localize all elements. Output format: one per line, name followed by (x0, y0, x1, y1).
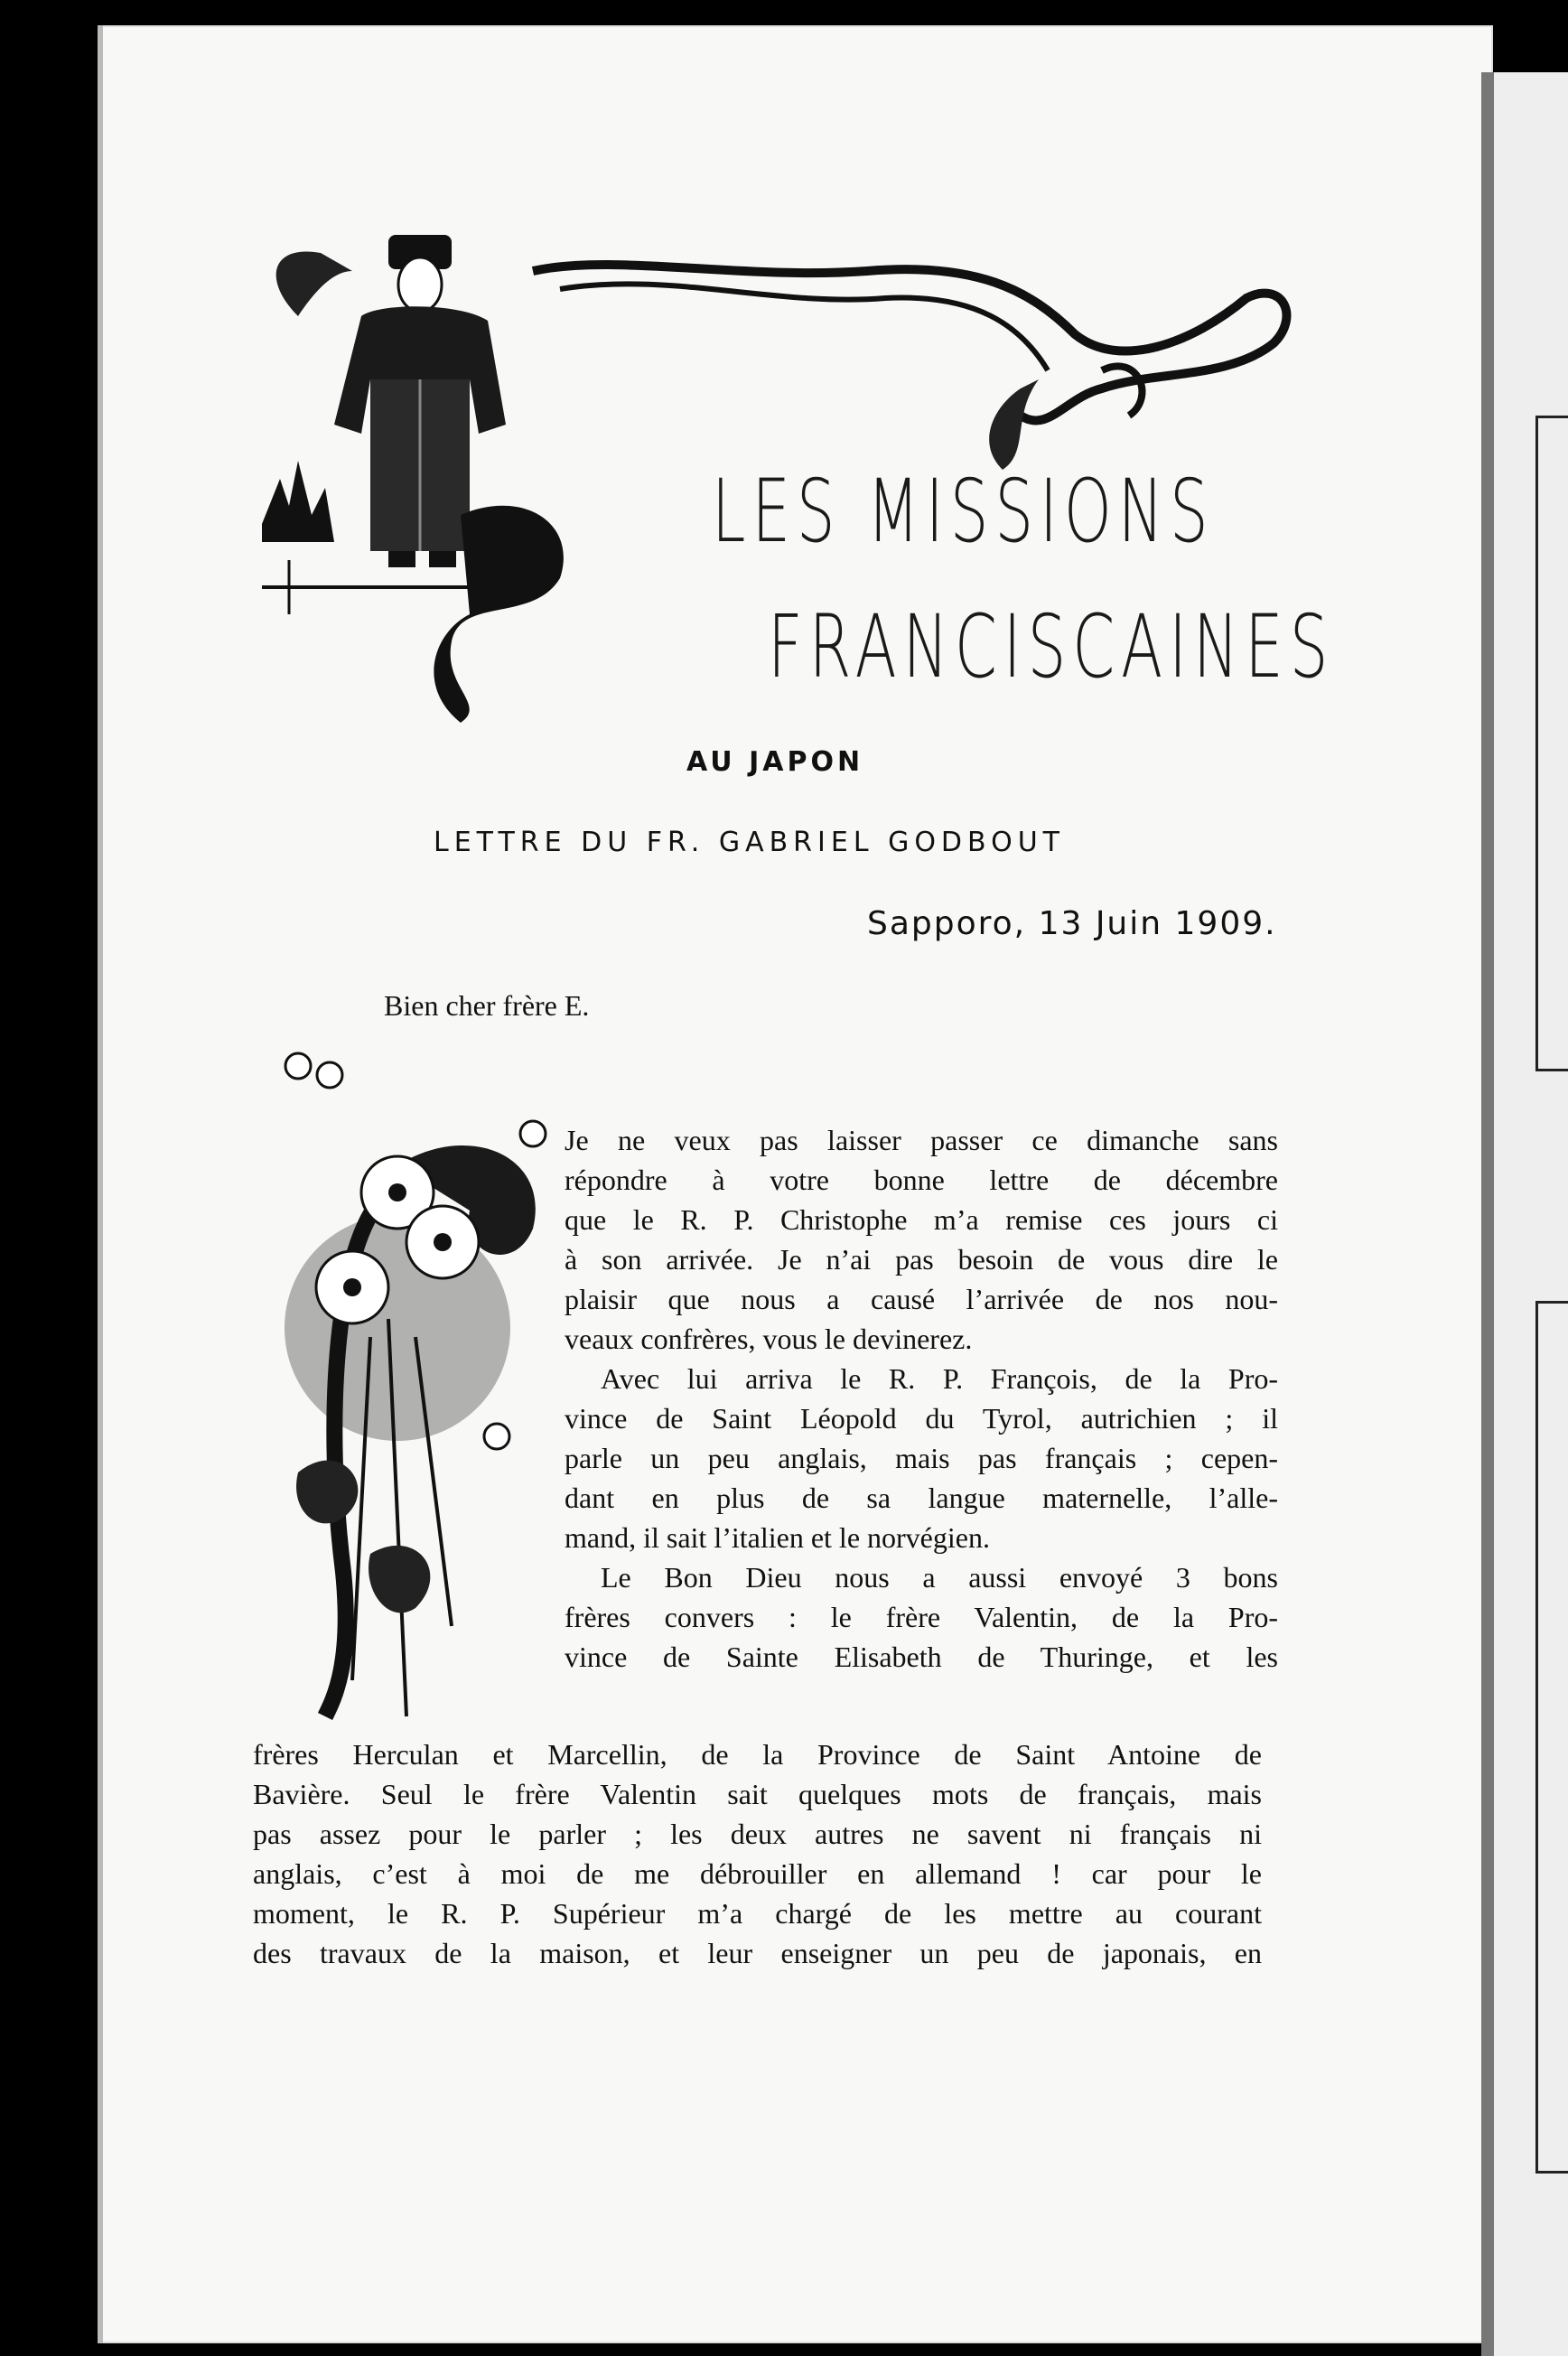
text-line: des travaux de la maison, et leur enseigner un peu de japonais, en (253, 1937, 1262, 1969)
body-column-text (565, 1120, 1278, 1677)
body-full-width-text (253, 1734, 1262, 1973)
text-line: parle un peu anglais, mais pas français ; cepen- (565, 1442, 1278, 1474)
text-line: Je ne veux pas laisser passer ce dimanche sans (565, 1124, 1278, 1156)
text-line: pas assez pour le parler ; les deux autres ne savent ni français ni (253, 1818, 1262, 1850)
text-line: Bavière. Seul le frère Valentin sait quelques mots de français, mais (253, 1778, 1262, 1810)
page-title-line1: LES MISSIONS (712, 461, 1215, 562)
adjacent-page-strip (1481, 72, 1568, 2356)
text-line: à son arrivée. Je n’ai pas besoin de vous dire le (565, 1243, 1278, 1276)
subtitle: AU JAPON (686, 746, 864, 778)
text-line: moment, le R. P. Supérieur m’a chargé de les mettre au courant (253, 1897, 1262, 1930)
text-line: Le Bon Dieu nous a aussi envoyé 3 bons (601, 1561, 1278, 1594)
greeting: Bien cher frère E. (384, 989, 590, 1022)
floral-drop-cap-J (262, 1048, 578, 1734)
text-line: que le R. P. Christophe m’a remise ces jours ci (565, 1203, 1278, 1236)
text-line: dant en plus de sa langue maternelle, l’alle- (565, 1482, 1278, 1514)
page-title-line2: FRANCISCAINES (768, 596, 1335, 697)
letter-date: Sapporo, 13 Juin 1909. (867, 905, 1277, 942)
letter-heading: LETTRE DU FR. GABRIEL GODBOUT (434, 827, 1065, 858)
page-edge (98, 25, 103, 2343)
text-line: vince de Saint Léopold du Tyrol, autrichien ; il (565, 1402, 1278, 1435)
text-line: vince de Sainte Elisabeth de Thuringe, et les (565, 1641, 1278, 1673)
text-line: veaux confrères, vous le devinerez. (565, 1323, 973, 1355)
text-line: frères convers : le frère Valentin, de la Pro- (565, 1601, 1278, 1633)
text-line: plaisir que nous a causé l’arrivée de nos nou- (565, 1283, 1278, 1315)
text-line: anglais, c’est à moi de me débrouiller en allemand ! car pour le (253, 1857, 1262, 1890)
text-line: répondre à votre bonne lettre de décembre (565, 1164, 1278, 1196)
text-line: mand, il sait l’italien et le norvégien. (565, 1521, 990, 1554)
text-line: Avec lui arriva le R. P. François, de la Pro- (601, 1362, 1278, 1395)
text-line: frères Herculan et Marcellin, de la Province de Saint Antoine de (253, 1738, 1262, 1771)
